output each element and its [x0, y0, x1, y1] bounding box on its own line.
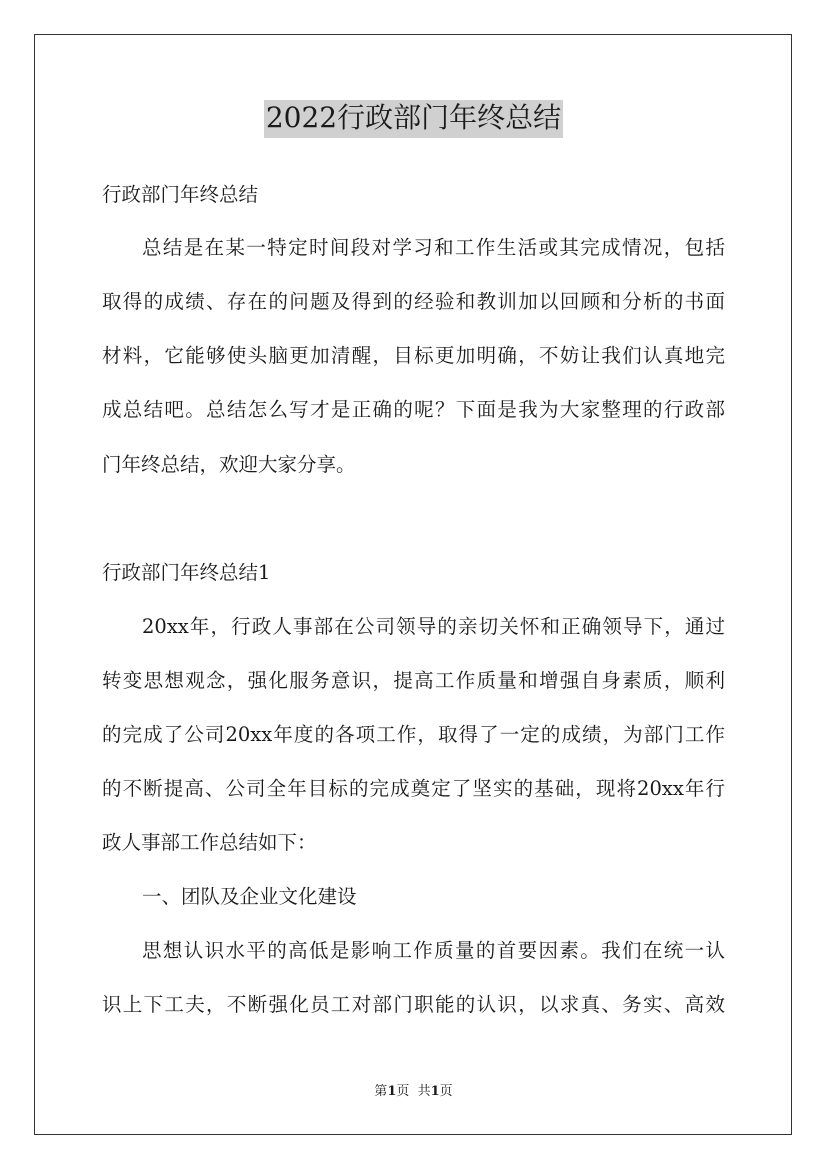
page-footer [0, 1085, 827, 1098]
footer-middle: 页 共 [396, 1084, 431, 1099]
para1-line-4: 的不断提高、公司全年目标的完成奠定了坚实的基础，现将20xx年行 [102, 777, 725, 800]
intro-line-2: 取得的成绩、存在的问题及得到的经验和教训加以回顾和分析的书面 [102, 290, 725, 313]
intro-line-5: 门年终总结，欢迎大家分享。 [102, 453, 356, 476]
subheading: 一、团队及企业文化建设 [142, 885, 357, 908]
intro-line-4: 成总结吧。总结怎么写才是正确的呢？下面是我为大家整理的行政部 [102, 398, 725, 421]
para1-line-3: 的完成了公司20xx年度的各项工作，取得了一定的成绩，为部门工作 [102, 723, 725, 746]
footer-prefix: 第 [374, 1084, 388, 1099]
section-heading: 行政部门年终总结1 [102, 561, 271, 584]
para1-line-2: 转变思想观念，强化服务意识，提高工作质量和增强自身素质，顺利 [102, 669, 725, 692]
intro-line-3: 材料，它能够使头脑更加清醒，目标更加明确，不妨让我们认真地完 [102, 344, 725, 367]
document-title-text: 2022行政部门年终总结 [264, 100, 563, 138]
subtitle: 行政部门年终总结 [102, 183, 259, 206]
intro-line-1: 总结是在某一特定时间段对学习和工作生活或其完成情况，包括 [142, 236, 725, 259]
footer-page-total: 1 [430, 1084, 440, 1099]
footer-page-number: 1 [387, 1084, 397, 1099]
para2-line-1: 思想认识水平的高低是影响工作质量的首要因素。我们在统一认 [142, 939, 725, 962]
para1-line-5: 政人事部工作总结如下： [102, 831, 317, 854]
footer-suffix: 页 [439, 1084, 453, 1099]
document-title [0, 100, 827, 138]
para1-line-1: 20xx年，行政人事部在公司领导的亲切关怀和正确领导下，通过 [142, 615, 725, 638]
para2-line-2: 识上下工夫，不断强化员工对部门职能的认识，以求真、务实、高效 [102, 993, 725, 1016]
